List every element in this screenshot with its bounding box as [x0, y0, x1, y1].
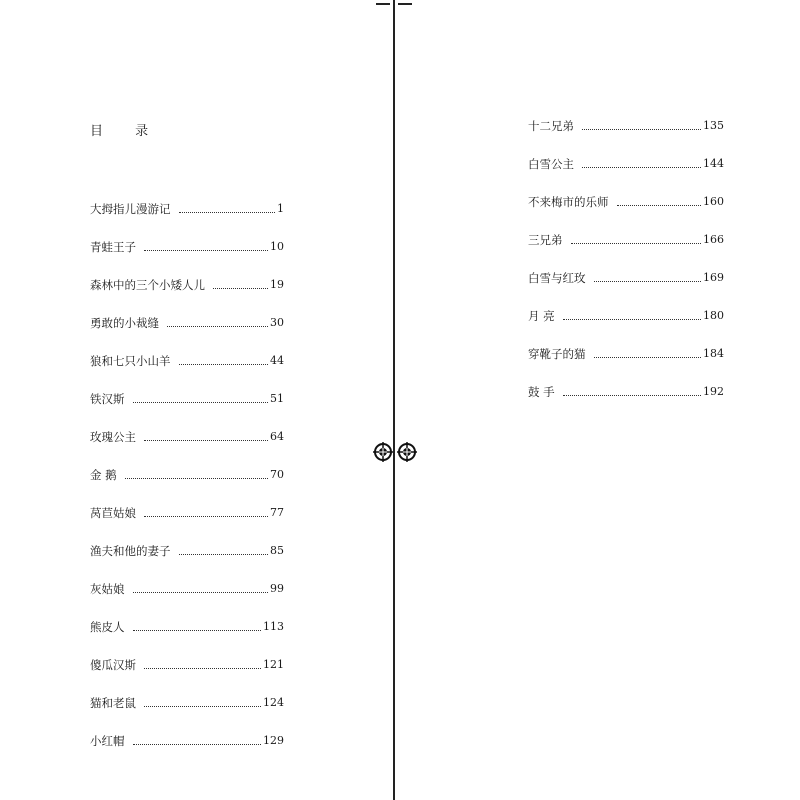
toc-entry[interactable] — [528, 232, 724, 270]
entry-page: 166 — [703, 233, 724, 246]
entry-page: 99 — [270, 582, 284, 595]
toc-entry[interactable] — [528, 118, 724, 156]
entry-page: 135 — [703, 119, 724, 132]
entry-title: 勇敢的小裁缝 — [90, 316, 159, 330]
dot-leader — [167, 315, 268, 327]
toc-entry[interactable] — [90, 353, 284, 391]
toc-entry[interactable] — [90, 733, 284, 771]
toc-entry[interactable] — [90, 391, 284, 429]
crop-mark-icon — [398, 0, 412, 5]
toc-list-left — [90, 201, 284, 771]
entry-page: 180 — [703, 309, 724, 322]
toc-entry[interactable] — [528, 156, 724, 194]
entry-title: 森林中的三个小矮人儿 — [90, 278, 205, 292]
dot-leader — [133, 581, 269, 593]
entry-title: 白雪与红玫 — [528, 271, 586, 285]
entry-title: 灰姑娘 — [90, 582, 125, 596]
dot-leader — [133, 391, 269, 403]
entry-page: 19 — [270, 278, 284, 291]
toc-entry[interactable] — [90, 315, 284, 353]
entry-title: 铁汉斯 — [90, 392, 125, 406]
entry-title: 玫瑰公主 — [90, 430, 136, 444]
dot-leader — [133, 733, 262, 745]
entry-page: 160 — [703, 195, 724, 208]
toc-entry[interactable] — [90, 467, 284, 505]
toc-entry[interactable] — [90, 429, 284, 467]
dot-leader — [213, 277, 268, 289]
entry-title: 大拇指儿漫游记 — [90, 202, 171, 216]
dot-leader — [617, 194, 702, 206]
entry-page: 144 — [703, 157, 724, 170]
toc-entry[interactable] — [90, 581, 284, 619]
dot-leader — [144, 657, 261, 669]
entry-page: 10 — [270, 240, 284, 253]
dot-leader — [144, 695, 261, 707]
dot-leader — [594, 270, 702, 282]
entry-title: 熊皮人 — [90, 620, 125, 634]
toc-entry[interactable] — [90, 277, 284, 315]
entry-title: 不来梅市的乐师 — [528, 195, 609, 209]
toc-entry[interactable] — [528, 346, 724, 384]
toc-entry[interactable] — [528, 308, 724, 346]
entry-title: 三兄弟 — [528, 233, 563, 247]
dot-leader — [563, 384, 701, 396]
entry-page: 64 — [270, 430, 284, 443]
registration-mark-icon — [397, 442, 417, 462]
toc-entry[interactable] — [90, 543, 284, 581]
registration-mark-icon — [373, 442, 393, 462]
entry-page: 51 — [270, 392, 284, 405]
toc-entry[interactable] — [90, 657, 284, 695]
entry-page: 184 — [703, 347, 724, 360]
entry-title: 渔夫和他的妻子 — [90, 544, 171, 558]
dot-leader — [179, 353, 269, 365]
toc-entry[interactable] — [528, 270, 724, 308]
dot-leader — [179, 201, 276, 213]
entry-title: 小红帽 — [90, 734, 125, 748]
toc-entry[interactable] — [90, 619, 284, 657]
toc-entry[interactable] — [90, 695, 284, 733]
entry-page: 113 — [263, 620, 284, 633]
toc-entry[interactable] — [90, 201, 284, 239]
entry-title: 月 亮 — [528, 309, 555, 323]
entry-title: 莴苣姑娘 — [90, 506, 136, 520]
entry-page: 121 — [263, 658, 284, 671]
entry-page: 70 — [270, 468, 284, 481]
entry-title: 十二兄弟 — [528, 119, 574, 133]
dot-leader — [582, 156, 701, 168]
dot-leader — [144, 239, 268, 251]
entry-page: 44 — [270, 354, 284, 367]
entry-page: 129 — [263, 734, 284, 747]
crop-mark-icon — [376, 0, 390, 5]
entry-title: 傻瓜汉斯 — [90, 658, 136, 672]
entry-title: 白雪公主 — [528, 157, 574, 171]
dot-leader — [563, 308, 701, 320]
entry-title: 金 鹅 — [90, 468, 117, 482]
entry-page: 85 — [270, 544, 284, 557]
entry-title: 青蛙王子 — [90, 240, 136, 254]
page-fold-line — [393, 0, 395, 800]
toc-entry[interactable] — [528, 194, 724, 232]
entry-page: 192 — [703, 385, 724, 398]
dot-leader — [144, 429, 268, 441]
entry-page: 169 — [703, 271, 724, 284]
dot-leader — [594, 346, 702, 358]
toc-entry[interactable] — [90, 239, 284, 277]
toc-entry[interactable] — [528, 384, 724, 422]
toc-list-right — [528, 118, 724, 422]
dot-leader — [125, 467, 268, 479]
entry-page: 30 — [270, 316, 284, 329]
entry-title: 猫和老鼠 — [90, 696, 136, 710]
entry-page: 124 — [263, 696, 284, 709]
dot-leader — [144, 505, 268, 517]
dot-leader — [571, 232, 702, 244]
entry-title: 鼓 手 — [528, 385, 555, 399]
dot-leader — [582, 118, 701, 130]
dot-leader — [179, 543, 269, 555]
dot-leader — [133, 619, 262, 631]
entry-page: 1 — [277, 202, 284, 215]
toc-entry[interactable] — [90, 505, 284, 543]
entry-page: 77 — [270, 506, 284, 519]
entry-title: 狼和七只小山羊 — [90, 354, 171, 368]
entry-title: 穿靴子的猫 — [528, 347, 586, 361]
toc-heading: 目 录 — [90, 124, 163, 139]
